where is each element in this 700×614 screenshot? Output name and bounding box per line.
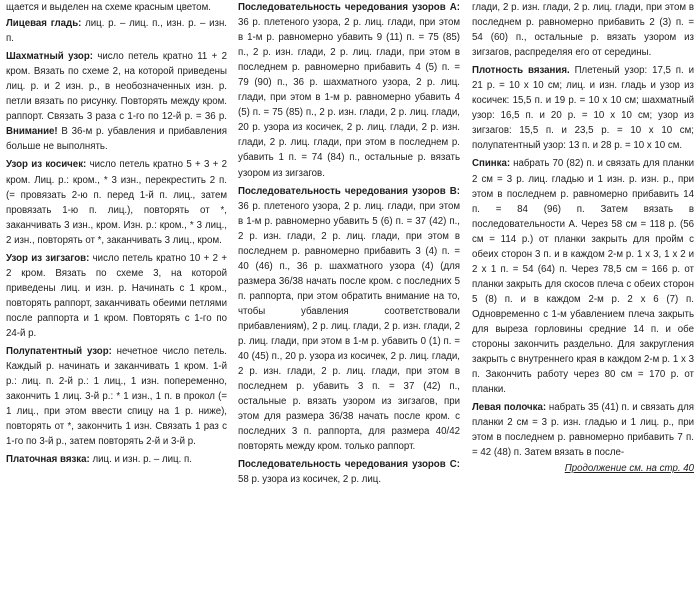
paragraph-left-front: Левая полочка: набрать 35 (41) п. и связать для планки 2 см = 3 р. изн. гладью и 1 лиц. р., при этом в последнем р. равномерно прибавить 7 п. = 42 (48) п. Затем вязать в после- bbox=[472, 402, 694, 459]
paragraph-checkerboard: Шахматный узор: число петель кратно 11 + 2 кром. Вязать по схеме 2, на которой приведены лиц. р. и 2 изн. р., в необозначенных изн. р. петли вязать по рисунку. Повторять между кром. раппорт. Связать 3 раза с 1-го по 12-й р. = 36 р. Внимание! В 36-м р. убавления и прибавления больше не выполнять. bbox=[6, 51, 227, 153]
section-heading: Платочная вязка: bbox=[6, 454, 90, 466]
section-heading: Узор из зигзагов: bbox=[6, 252, 90, 264]
paragraph-continuation: глади, 2 р. изн. глади, 2 р. лиц. глади, при этом в последнем р. равномерно прибавить 2 (3) п. = 54 (60) п., остальные р. вязать узором из зигзагов, распределяя его от середины. bbox=[472, 2, 694, 59]
paragraph-cables: Узор из косичек: число петель кратно 5 + 3 + 2 кром. Лиц. р.: кром., * 3 изн., перекрестить 2 п. (= провязать 2-ю п. перед 1-й п. лиц., затем провязать 1-ю п. лиц.), повторять от *, заканчивать 3 изн., кром. Изн. р.: кром., * 3 лиц., 2 изн., повторять от *, заканчивать 3 лиц., кром. bbox=[6, 159, 227, 246]
column-right bbox=[472, 0, 694, 614]
paragraph-garter: Платочная вязка: лиц. и изн. р. – лиц. п. bbox=[6, 454, 192, 466]
section-heading: Лицевая гладь: bbox=[6, 18, 82, 30]
section-heading: Левая полочка: bbox=[472, 402, 547, 414]
paragraph-sequence-a: Последовательность чередования узоров А: 36 р. плетеного узора, 2 р. лиц. глади, при этом в 1-м р. равномерно убавить 9 (11) п. = 75 (85) п., 2 р. изн. глади, 2 р. лиц. глади, при этом в последнем р. равномерно прибавить 4 (5) п. = 79 (90) п., 36 р. шахматного узора, 2 р. лиц. глади, при этом в 1-м р. равномерно убавить 4 (5) п. = 75 (85) п., 2 р. изн. глади, 2 р. лиц. глади, 20 р. узора из косичек, 2 р. лиц. глади, 2 р. изн. глади, 2 р. лиц. глади, при этом в последнем р. убавить 1 п. = 74 (84) п., остальные р. вязать узором из зигзагов. bbox=[238, 2, 460, 179]
warning-label: Внимание! bbox=[6, 126, 58, 138]
column-middle bbox=[238, 0, 460, 614]
section-heading: Последовательность чередования узоров А: bbox=[238, 2, 460, 13]
paragraph-sequence-b: Последовательность чередования узоров В: 36 р. плетеного узора, 2 р. лиц. глади, при этом в 1-м р. равномерно убавить 5 (6) п. = 37 (42) п., 2 р. изн. глади, 2 р. лиц. глади, при этом в последнем р. равномерно прибавить 3 (4) п. = 40 (46) п., 36 р. шахматного узора (4) (для размера 36/38 начать после кром. с последних 5 п. раппорта, при этом обратить внимание на то, чтобы убавления соответствовали прибавлениям), 2 р. лиц. глади, 2 р. изн. глади, 2 р. лиц. глади, при этом в 1-м р. убавить 0 (1) п. = 40 (45) п., 20 р. узора из косичек, 2 р. лиц. глади, 2 р. изн. глади, 2 р. лиц. глади, при этом в последнем р. убавить 3 п. = 37 (42) п., остальные р. вязать узором из зигзагов, при этом для размера 36/38 начать после кром. с последних 3 п. раппорта, для размера 40/42 повторять между кром. только раппорт. bbox=[238, 185, 460, 453]
section-heading: Спинка: bbox=[472, 158, 511, 170]
section-heading: Полупатентный узор: bbox=[6, 346, 112, 358]
section-heading: Плотность вязания. bbox=[472, 65, 570, 77]
section-heading: Последовательность чередования узоров В: bbox=[238, 185, 460, 197]
paragraph-zigzag: Узор из зигзагов: число петель кратно 10 + 2 + 2 кром. Вязать по схеме 3, на которой приведены лиц. и изн. р. Начинать с 1 кром., повторять раппорт, заканчивать обеими петлями после раппорта и 1 кром. Повторять с 1-го по 24-й р. bbox=[6, 252, 227, 339]
section-heading: Последовательность чередования узоров С: bbox=[238, 459, 460, 471]
paragraph-gauge: Плотность вязания. Плетеный узор: 17,5 п. и 21 р. = 10 х 10 см; лиц. и изн. гладь и узор из косичек: 15,5 п. и 19 р. = 10 х 10 см; шахматный узор: 16,5 п. и 20 р. = 10 х 10 см; узор из зигзагов: 15,5 п. и 23,5 р. = 10 х 10 см; полупатентный узор: 13 п. и 28 р. = 10 х 10 см. bbox=[472, 65, 694, 152]
paragraph-continuation: щается и выделен на схеме красным цветом. bbox=[6, 2, 211, 13]
paragraph-sequence-c: Последовательность чередования узоров С: 58 р. узора из косичек, 2 р. лиц. bbox=[238, 459, 460, 486]
section-heading: Узор из косичек: bbox=[6, 159, 87, 171]
column-left bbox=[6, 0, 227, 614]
section-heading: Шахматный узор: bbox=[6, 51, 93, 63]
paragraph-back: Спинка: набрать 70 (82) п. и связать для планки 2 см = 3 р. лиц. гладью и 1 изн. р. изн. р., при этом в последнем р. равномерно прибавить 14 п. = 84 (96) п. Затем вязать в последовательности А. Через 58 см = 118 р. (56 см = 114 р.) от планки закрыть для пройм с обеих сторон 3 п. и в каждом 2-м р. 1 х 3, 1 х 2 и 2 х 1 п. = 54 (64) п. Через 78,5 см = 166 р. от планки закрыть для скосов плеча с обеих сторон 5 (8) п. и в каждом 2-м р. 2 х 6 (7) п. Одновременно с 1-м убавлением плеча закрыть для выреза горловины средние 14 п. и обе стороны закончить раздельно. Для закругления закрыть с внутреннего края в каждом 2-м р. 1 х 3 п. Закончить работу через 80 см = 170 р. от планки. bbox=[472, 158, 694, 396]
paragraph-half-fisherman: Полупатентный узор: нечетное число петель. Каждый р. начинать и заканчивать 1 кром. 1-й р.: лиц. п. 2-й р.: 1 лиц., 1 изн. попеременно, закончить 1 лиц. 3-й р.: * 1 изн., 1 п. в прокол (= 1 лиц., при этом ввести спицу на 1 р. ниже), повторять от *, закончить 1 изн. Связать 1 раз с 1-го по 3-й р., затем повторять 2-й и 3-й р. bbox=[6, 346, 227, 448]
continued-on-page-link[interactable]: Продолжение см. на стр. 40 bbox=[564, 463, 694, 475]
paragraph-stockinette: Лицевая гладь: лиц. р. – лиц. п., изн. р. – изн. п. bbox=[6, 18, 227, 45]
